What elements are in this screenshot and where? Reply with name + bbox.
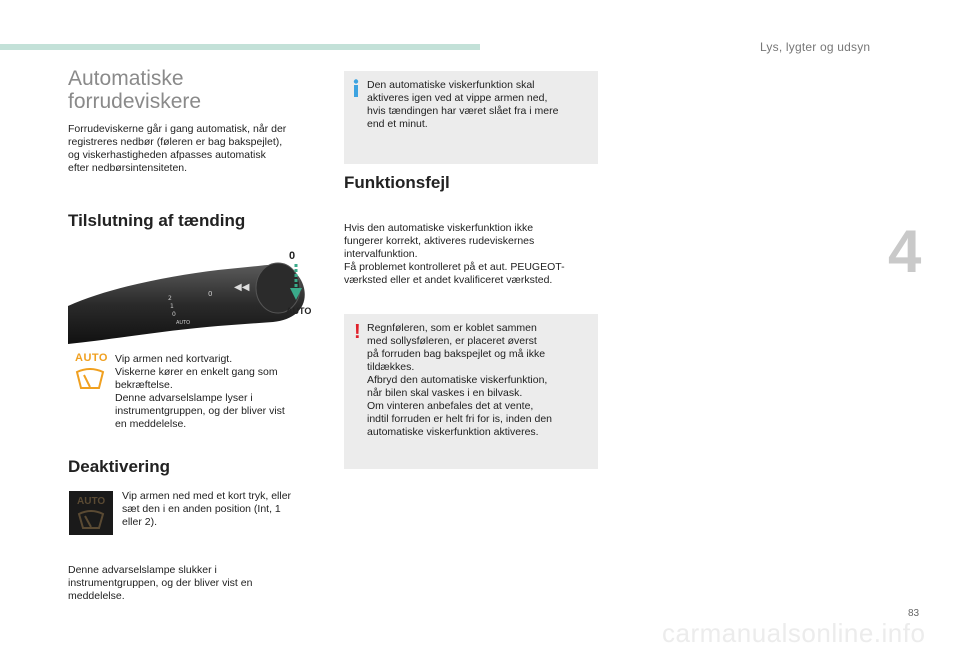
watermark: carmanualsonline.info (662, 618, 926, 648)
info-box (344, 71, 598, 164)
svg-text:◀◀: ◀◀ (234, 282, 250, 293)
warning-box (344, 314, 598, 469)
deactivation-footer-paragraph: Denne advarselslampe slukker i instrumentgruppen, og der bliver vist en meddelelse. (68, 564, 253, 602)
info-box-text: Den automatiske viskerfunktion skal aktiveres igen ved at vippe armen ned, hvis tændingen har været slået fra i mere end et minut. (367, 79, 559, 130)
heading-malfunction: Funktionsfejl (344, 173, 450, 192)
svg-text:0: 0 (208, 290, 213, 298)
windscreen-wiper-icon (75, 368, 105, 390)
heading-deactivation: Deaktivering (68, 457, 171, 476)
auto-wiper-lamp-off: AUTO (69, 491, 113, 535)
top-accent-bar (0, 44, 480, 50)
wiper-stalk-illustration (68, 248, 314, 348)
svg-text:2: 2 (168, 295, 172, 302)
section-title: Lys, lygter og udsyn (760, 40, 871, 54)
arrow-down-icon (289, 264, 303, 302)
svg-text:AUTO: AUTO (176, 320, 191, 326)
stalk-position-0-label: 0 (289, 250, 296, 262)
svg-text:1: 1 (170, 303, 174, 310)
chapter-number: 4 (888, 218, 922, 285)
intro-paragraph: Forrudeviskerne går i gang automatisk, når der registreres nedbør (føleren er bag bakspejlet), og viskerhastigheden afpasses automatisk efter nedbørsintensiteten. (68, 123, 287, 174)
malfunction-paragraph: Hvis den automatiske viskerfunktion ikke fungerer korrekt, aktiveres rudeviskernes intervalfunktion. Få problemet kontrolleret på et aut. PEUGEOT- værksted eller et andet kvalificeret værksted. (344, 222, 565, 286)
info-icon (352, 79, 360, 97)
warning-box-text: Regnføleren, som er koblet sammen med sollysføleren, er placeret øverst på forruden bag bakspejlet og må ikke tildækkes. Afbryd den automatiske viskerfunktion, når bilen skal vaskes i en bilvask. Om vinteren anbefales det at vente, indtil forruden er helt fri for is, inden den automatiske viskerfunktion aktiveres. (367, 322, 553, 438)
page-number: 83 (908, 608, 920, 619)
svg-text:0: 0 (172, 311, 176, 318)
heading-ignition-on: Tilslutning af tænding (68, 211, 246, 230)
stalk-position-auto-label: AUTO (286, 306, 312, 316)
page-title: Automatiske forrudeviskere (68, 67, 202, 113)
windscreen-wiper-off-icon (77, 510, 105, 530)
auto-wiper-warning-lamp: AUTO (73, 352, 111, 396)
warning-exclamation-icon: ! (354, 321, 361, 343)
ignition-on-paragraph: Vip armen ned kortvarigt. Viskerne kører en enkelt gang som bekræftelse. Denne advarselslampe lyser i instrumentgruppen, og der bliver vist en meddelelse. (115, 353, 285, 430)
deactivation-paragraph: Vip armen ned med et kort tryk, eller sæt den i en anden position (Int, 1 eller 2). (122, 490, 292, 528)
